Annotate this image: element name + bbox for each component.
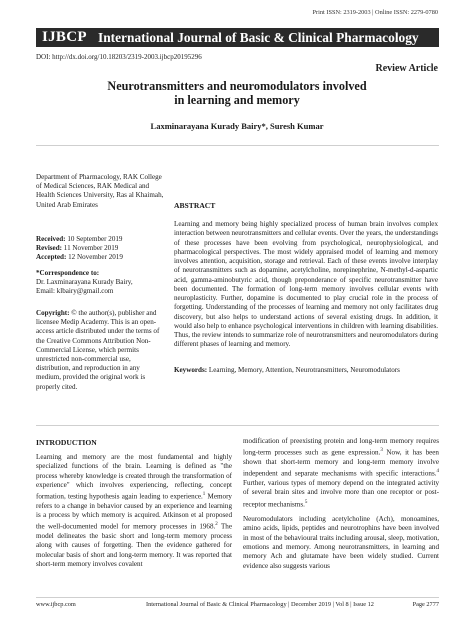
- article-title: [0, 79, 474, 107]
- abstract-heading: ABSTRACT: [174, 201, 216, 210]
- keywords-label: Keywords:: [174, 366, 208, 374]
- footer-site[interactable]: www.ijbcp.com: [36, 601, 76, 608]
- citation-ref[interactable]: 5: [304, 499, 308, 505]
- copyright-label: Copyright:: [36, 309, 70, 317]
- correspondence-label: *Correspondence to:: [36, 269, 100, 277]
- footer-page: Page 2777: [412, 601, 439, 608]
- title-line-1: Neurotransmitters and neuromodulators involved: [107, 79, 367, 93]
- citation-ref[interactable]: 3: [380, 448, 383, 454]
- citation-ref[interactable]: 2: [215, 522, 218, 528]
- doi-link[interactable]: DOI: http://dx.doi.org/10.18203/2319-2003.ijbcp20195296: [36, 53, 202, 61]
- received-date: Received: 10 September 2019: [36, 235, 123, 243]
- authors: Laxminarayana Kurady Bairy*, Suresh Kumar: [150, 121, 324, 131]
- journal-title: International Journal of Basic & Clinical Pharmacology: [98, 30, 419, 45]
- title-line-2: in learning and memory: [174, 93, 300, 107]
- introduction-heading: INTRODUCTION: [36, 438, 97, 447]
- affiliation: Department of Pharmacology, RAK College of Medical Sciences, RAK Medical and Health Sciences University, Ras al Khaimah, United Arab Emirates: [36, 173, 164, 209]
- footer-journal: International Journal of Basic & Clinical Pharmacology | December 2019 | Vol 8 | Issue 12: [146, 601, 374, 608]
- revised-date: Revised: 11 November 2019: [36, 244, 119, 253]
- correspondence-email[interactable]: Email: klbairy@gmail.com: [36, 287, 114, 296]
- journal-banner: [36, 28, 439, 47]
- abstract-text: Learning and memory being highly specialized process of human brain involves complex interaction between neurotransmitters and cellular events. Over the years, the understandings of these processes have been evolving from psychological, neurophysiological, and pharmacological perspectives. The most widely appraised model of learning and memory involves attention, acquisition, storage and retrieval. Each of these events involve interplay of neurotransmitters such as dopamine, acetylcholine, norepinephrine, N-methyl-d-aspartic acid, gamma-aminobutyric acid, though preponderance of specific neurotransmitter have been documented. The formation of long-term memory involves cellular events with neuroplasticity. Further, dopamine is documented to play crucial role in the process of forgetting. Understanding of the processes of learning and memory not only facilitates drug discovery, but also helps to understand actions of several existing drugs. In addition, it would also help to enhance psychological interventions in children with learning disabilities. Thus, the review intends to summarize role of neurotransmitters and neuromodulators during different phases of learning and memory.: [174, 220, 438, 349]
- article-type: Review Article: [375, 63, 438, 74]
- divider-bottom: [36, 597, 439, 598]
- journal-logo: IJBCP: [42, 29, 87, 45]
- correspondence-block: [36, 269, 164, 297]
- right-paragraph-2: Neuromodulators including acetylcholine (Ach), monoamines, amino acids, lipids, peptides and neurotrophins have been involved in most of the behavioural traits including arousal, sleep, motivation, emotions and memory. Among neurotransmitters, in learning and memory Ach and glutamate have been widely studied. Current evidence also suggests various: [243, 515, 439, 570]
- issn-line: Print ISSN: 2319-2003 | Online ISSN: 2279-0780: [312, 9, 438, 16]
- dates-block: [36, 235, 164, 263]
- correspondence-name: Dr. Laxminarayana Kurady Bairy,: [36, 278, 133, 287]
- copyright-text: © the author(s), publisher and licensee Medip Academy. This is an open-access article distributed under the terms of the Creative Commons Attribution Non-Commercial License, which permits unrestricted non-commercial use, distribution, and reproduction in any medium, provided the original work is properly cited.: [36, 309, 160, 391]
- keywords-list: Learning, Memory, Attention, Neurotransmitters, Neuromodulators: [207, 366, 400, 374]
- right-paragraph-1: modification of preexisting protein and long-term memory requires long-term processes such as gene expression.$^3$ Now, it has been shown that short-term memory and long-term memory involve independent and separate mechanisms with specific interactions.$^4$ Further, various types of memory depend on the integrated activity of several brain sites and involve more than one receptor or post-receptor mechanisms.$^5$: [243, 437, 439, 508]
- citation-ref[interactable]: 4: [436, 469, 439, 475]
- accepted-date: Accepted: 12 November 2019: [36, 253, 123, 262]
- right-column-text: [243, 437, 439, 571]
- citation-ref[interactable]: 1: [202, 492, 206, 498]
- divider-middle: [36, 425, 439, 426]
- introduction-paragraph: Learning and memory are the most fundamental and highly specialized functions of the brain. Learning is defined as "the process whereby knowledge is created through the transformation of experience" which involves experiencing, reflecting, concept formation, testing hypothesis again leading to experience.$^1$ Memory refers to a change in behavior caused by an experience and learning is a process by which memory is acquired. Atkinson et al proposed the well-documented model for memory processes in 1968.$^2$ The model delineates the basic short and long-term memory process along with causes of forgetting. Then the evidence gathered for molecular basis of short and long-term memory. It was reported that short-term memory involves covalent: [36, 453, 232, 568]
- divider-top: [36, 145, 439, 146]
- keywords: [174, 366, 438, 375]
- copyright-block: [36, 309, 164, 392]
